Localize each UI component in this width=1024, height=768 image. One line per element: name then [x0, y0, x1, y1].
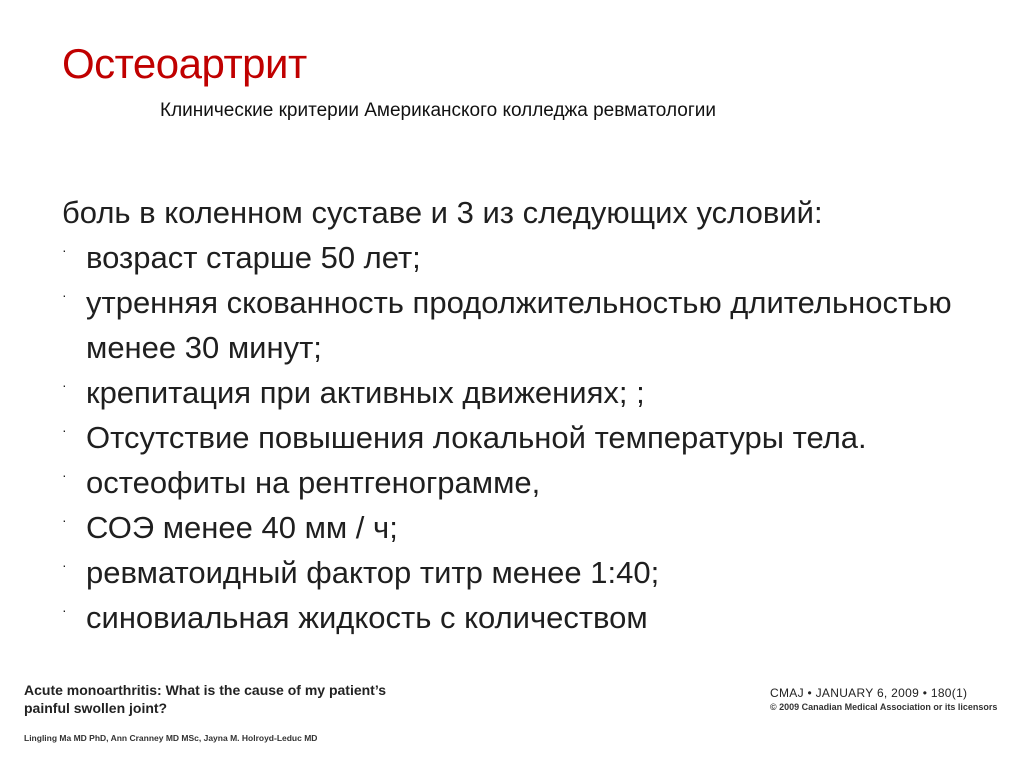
slide-subtitle: Клинические критерии Американского колледжа ревматологии	[160, 100, 716, 121]
reference-article-title: Acute monoarthritis: What is the cause of my patient’s painful swollen joint?	[24, 682, 386, 716]
criteria-item	[62, 235, 962, 280]
bullet-icon: ·	[62, 467, 67, 483]
reference-authors: Lingling Ma MD PhD, Ann Cranney MD MSc, Jayna M. Holroyd-Leduc MD	[24, 733, 318, 743]
criteria-item	[62, 370, 962, 415]
criteria-item	[62, 415, 962, 460]
bullet-icon: ·	[62, 512, 67, 528]
criteria-item	[62, 595, 962, 640]
bullet-icon: ·	[62, 377, 67, 393]
bullet-icon: ·	[62, 602, 67, 618]
bullet-icon: ·	[62, 557, 67, 573]
criteria-item	[62, 460, 962, 505]
criteria-item-text: СОЭ менее 40 мм / ч;	[86, 510, 398, 545]
journal-copyright: © 2009 Canadian Medical Association or its licensors	[770, 702, 998, 712]
criteria-item-text: крепитация при активных движениях; ;	[86, 375, 645, 410]
slide-title: Остеоартрит	[62, 40, 307, 87]
criteria-item	[62, 505, 962, 550]
criteria-item-text: синовиальная жидкость с количеством	[86, 600, 648, 635]
bullet-icon: ·	[62, 242, 67, 258]
bullet-icon: ·	[62, 422, 67, 438]
criteria-item-text: утренняя скованность продолжительностью длительностью менее 30 минут;	[86, 285, 952, 365]
bullet-icon: ·	[62, 287, 67, 303]
criteria-intro: боль в коленном суставе и 3 из следующих условий:	[62, 195, 823, 230]
criteria-item-text: остеофиты на рентгенограмме,	[86, 465, 541, 500]
criteria-item-text: возраст старше 50 лет;	[86, 240, 421, 275]
slide-body	[62, 190, 962, 640]
journal-citation: CMAJ • JANUARY 6, 2009 • 180(1)	[770, 686, 968, 700]
criteria-item	[62, 280, 962, 370]
criteria-item-text: ревматоидный фактор титр менее 1:40;	[86, 555, 660, 590]
criteria-item	[62, 550, 962, 595]
criteria-list	[62, 235, 962, 640]
criteria-item-text: Отсутствие повышения локальной температуры тела.	[86, 420, 867, 455]
